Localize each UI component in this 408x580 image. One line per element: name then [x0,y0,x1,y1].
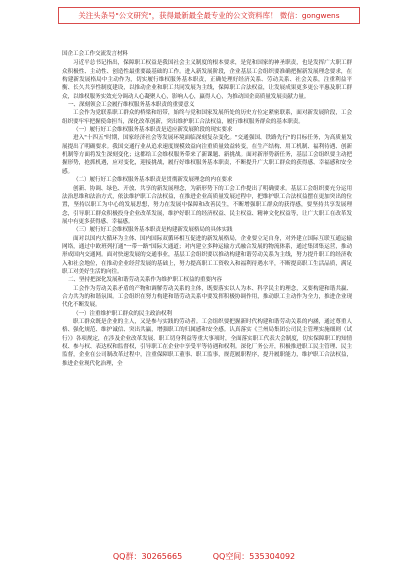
body-paragraph: 职工群众既是企业的主人，又是参与实践的劳动者。工会组织要把握新时代构建和谐劳动关系的内涵，通过尊重人格、强化规范、维护诚信、突出共赢，增强职工的归属感和安全感。认真落实《兰州局集团公司民主管理实施细则（试行）》各项规定，在涉及企业改革发展、职工切身利益等重大事项时，全面落实职工代表大会制度，切实保障职工的知情权、参与权、表达权和监督权，引导职工在企业中享受平等待遇和权利。深化厂务公开，积极推进职工民主管理、民主监督，企业在公司制改革过程中，注重保障职工董事、职工监事，规范履职程序，提升履职能力，维护职工合法权益，推进企业现代化治理，全 [62,319,352,367]
document-body [62,50,352,540]
subsection-heading: （一）履行好工会维权服务基本职责是适应新发展阶段的现实要求 [73,127,233,134]
document-title: 国企工会工作交流发言材料 [62,51,128,57]
subsection-heading: （一）注重维护职工群众的民主政治权利 [73,310,172,317]
footer-qq-space: QQ空间：535304092 [212,552,296,561]
body-paragraph: 创新、协调、绿色、开放、共享的新发展理念，为新形势下的工会工作提出了明确要求。基层工会组织要充分运用法治思维和法治方式，依法维护职工合法权益，在推进企业高质量发展过程中，把维护职工合法权益摆在更加突出的位置，坚持以职工为中心的发展思想，努力在发展中保障和改善民生，不断增强职工群众的获得感，要坚持共享发展理念，引导职工群众积极投身企业改革发展，维护好职工的经济权益、民主权益、精神文化权益等，让广大职工在改革发展中有更多获得感、幸福感。 [62,185,352,225]
subsection-heading: （二）履行好工会维权服务基本职责是贯彻新发展理念的内在要求 [73,177,233,184]
body-paragraph: 习近平总书记指出，保障职工权益是我国社会主义制度的根本要求，是党和国家的神圣职责，也是发挥广大职工群众积极性、主动性、创造性最重要最基础的工作。进入新发展阶段，企业基层工会组织要准确把握新发展理念要求，在构建新发展格局中主动作为，切实履行维权服务基本职责，正确处理好经济关系、劳动关系、社会关系，注重利益平衡、长久共享性制度建设，以推动企业和职工共同发展为主线，保障职工合法权益，让发展成果更多更公平惠及职工群众，以维权服务实效充分调动人心凝聚人心，影响人心，赢得人心，为推动国企高质量发展贡献力量。 [62,60,352,100]
footer-qq-group: QQ群：30265665 [112,552,183,561]
body-paragraph: 进入"十四五"时期，国家经济社会等发展环境面临深刻复杂变化。"交通强国、铁路先行"的目标任务，为高质量发展提出了明确要求。我国交通行业从追求速度规模效益向注重质量效益转变，在生产结构、用工机制、福利待遇、创新机制等方面将发生深刻变化；这都给工会维权服务带来了新课题、新挑战。面对新形势新任务，基层工会组织要主动把握形势，抢抓机遇，应对变化，迎接挑战，履行好维权服务基本职责，不断提升广大职工群众的获得感、幸福感和安全感。 [62,135,352,175]
body-paragraph: 面对以国内大循环为主体、国内国际双循环相互促进的新发展格局，企业要立足自身，对外建立国际互联互通运输网络，通过中欧班列打通"一带一路"国际大通道；对内建立多种运输方式融合发展的物流体系，通过集团集运营，推动形成国内交通网。面对快速发展的交通事业，基层工会组织要以推动构建和谐劳动关系为主线，努力提升职工的经济收入和社会地位，在推动企业经营发展的基础上，努力提高职工工资收入和福利待遇水平，不断提高职工生活品质，满足职工对美好生活的向往。 [62,235,352,275]
body-paragraph: 工会作为党联系职工群众的桥梁和纽带，始终与党和国家发展所处的历史方位定紧密联系，面对新发展阶段，工会组织要牢牢把握使命担当，深化改革创新，突出维护职工合法权益，履行维权服务群众的基本职责。 [62,110,352,125]
section-heading: 一、深刻领会工会履行维权服务基本职责的重要意义 [68,102,195,109]
page-footer [0,551,408,562]
promo-banner: 关注头条号"公文研究"，获得最新最全最专业的公文资料库！ 微信：gongwens [58,7,360,24]
body-paragraph: 工会作为劳动关系矛盾的产物和调解劳动关系的主体，既要落实以人为本、科学民主的理念，又要构建和谐共赢、合力共为的和谐氛围。工会组织在努力构建和谐劳动关系中要发挥积极协调作用，推动职工主动作为全力，推进企业现代化不断发展。 [62,285,352,309]
section-heading: 二、坚持把深化发展和谐劳动关系作为维护职工权益的重要内容 [68,277,222,284]
paragraph-list [62,59,352,368]
subsection-heading: （三）履行好工会维权服务基本职责是构建新发展格局的具体实践 [73,227,233,234]
